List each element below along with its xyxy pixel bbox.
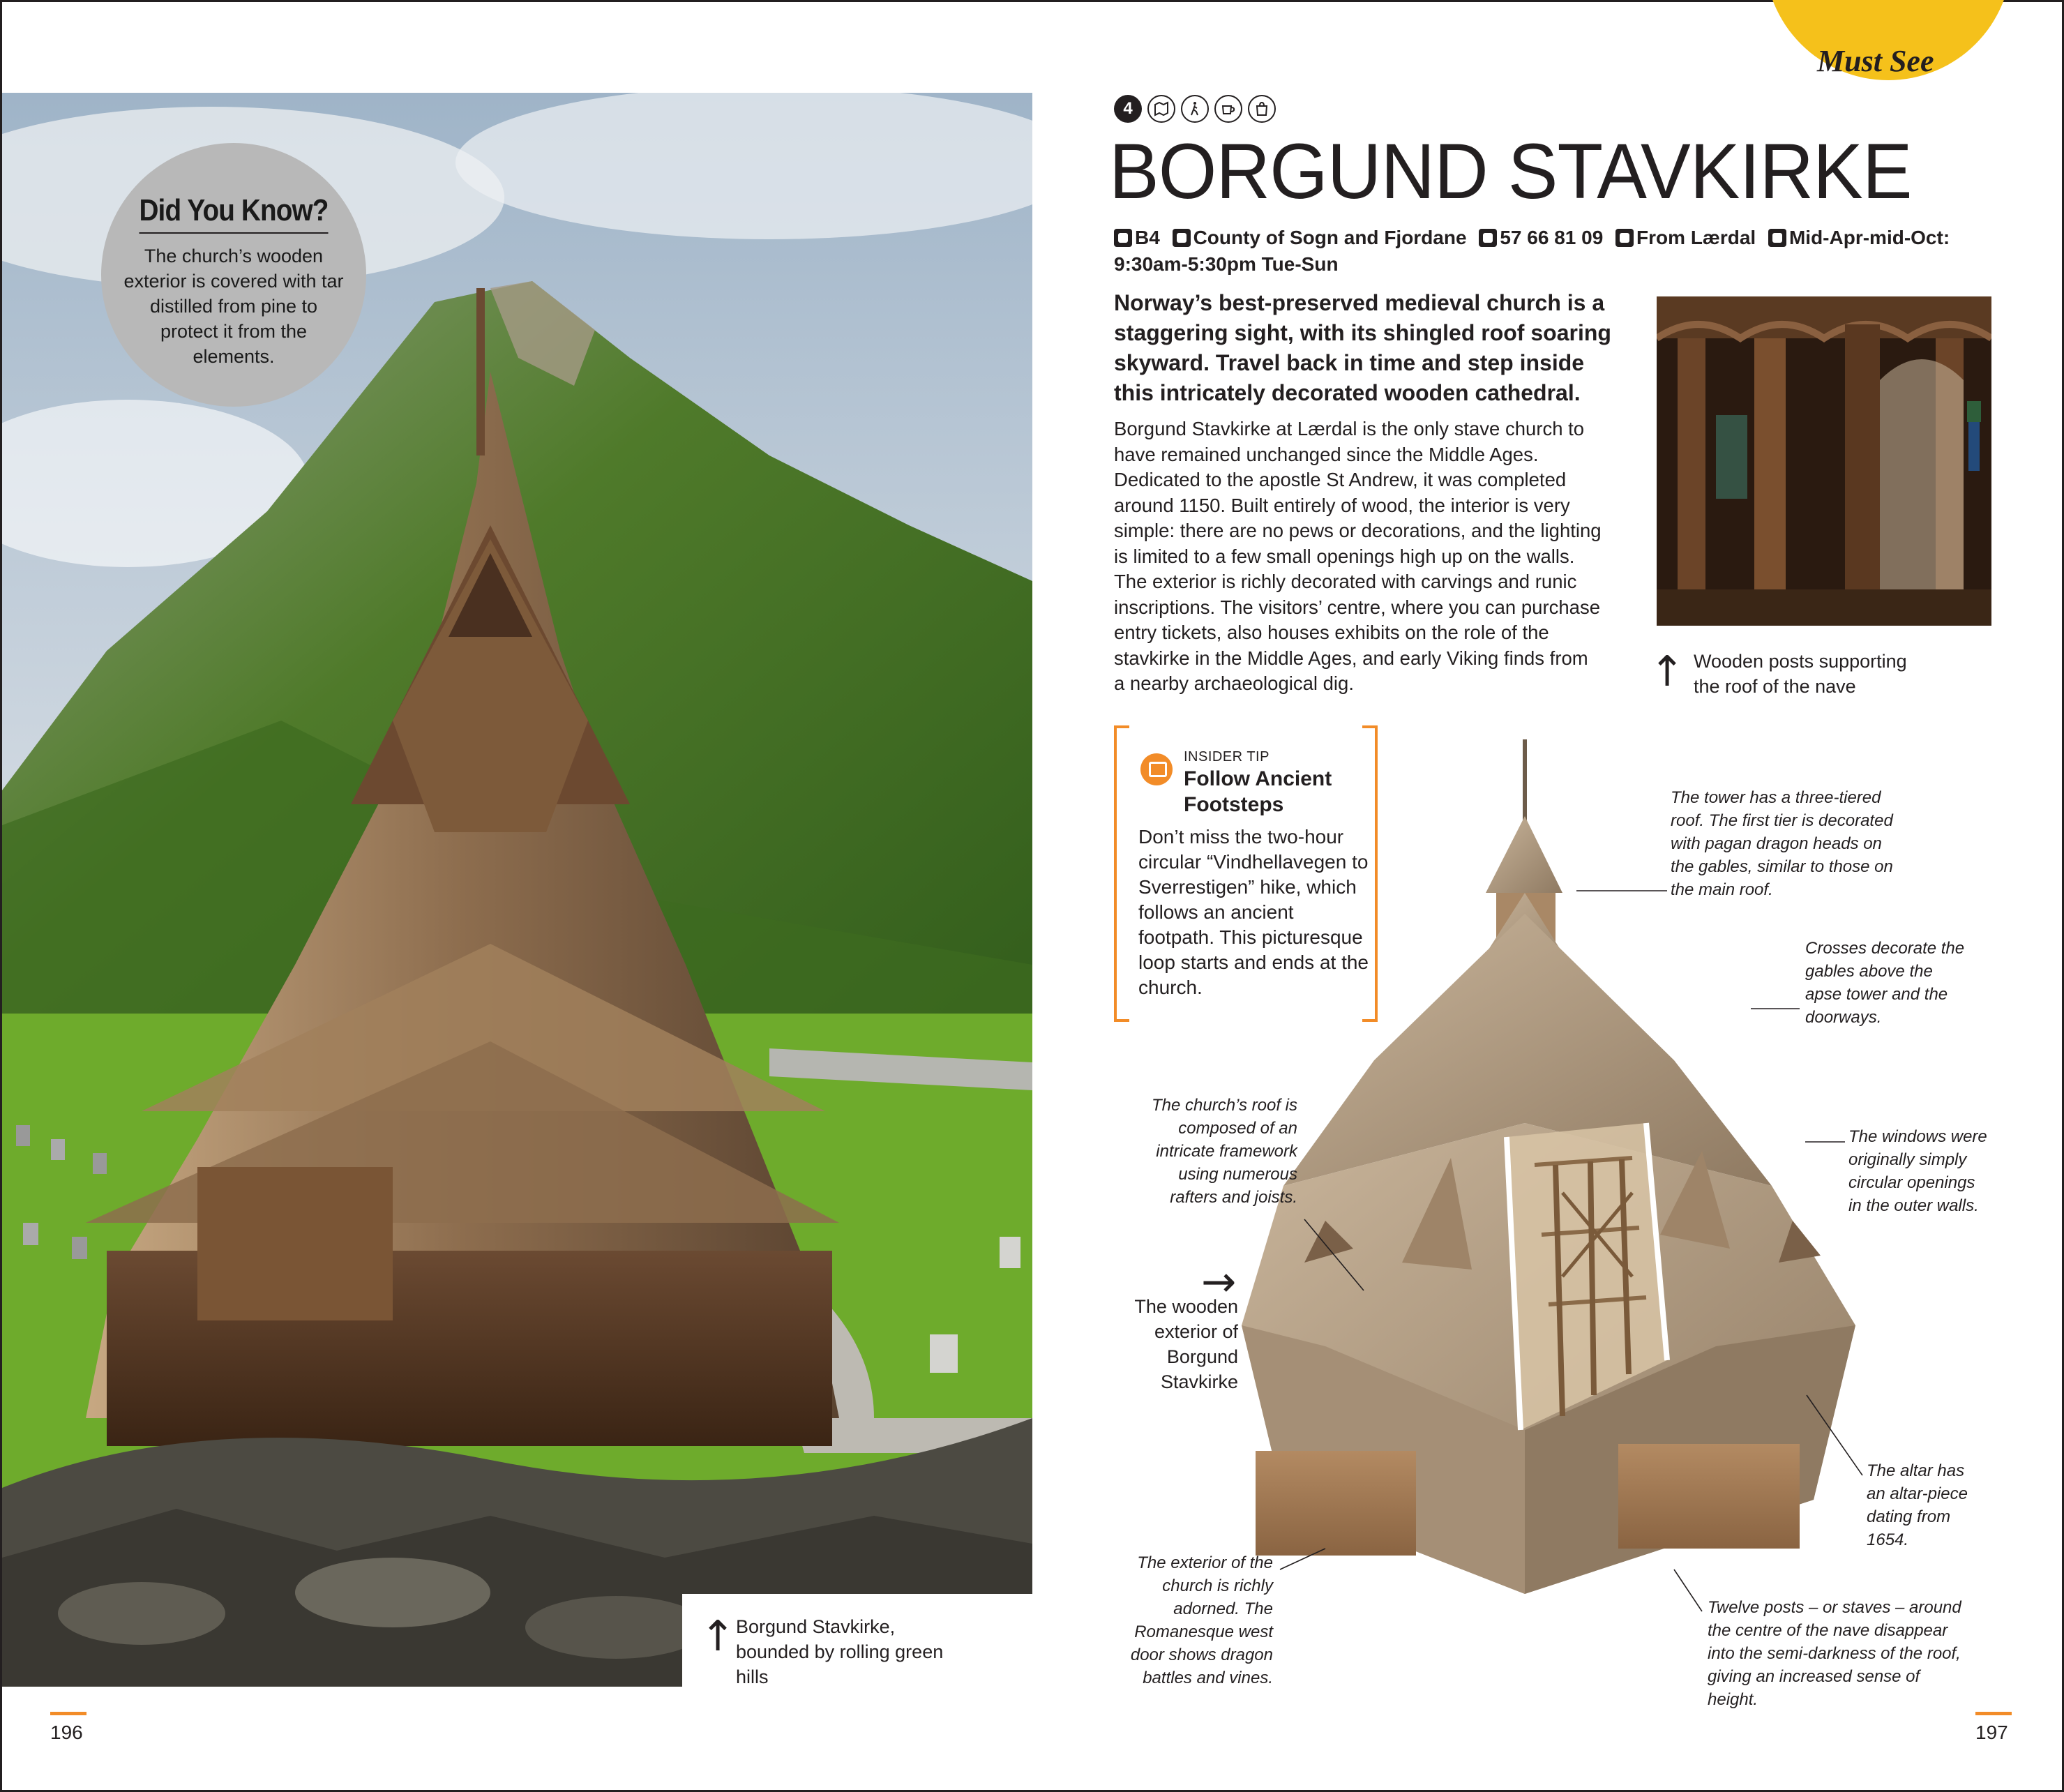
must-see-label: Must See	[1817, 44, 1934, 78]
annotation-exterior: The exterior of the church is richly adorned. The Romanesque west door shows dragon battles and vines.	[1130, 1553, 1273, 1687]
map-icon	[1147, 95, 1175, 123]
annotation-windows: The windows were originally simply circular openings in the outer walls.	[1848, 1127, 1987, 1215]
page-title: BORGUND STAVKIRKE	[1109, 128, 1912, 215]
annotation-posts: Twelve posts – or staves – around the centre of the nave disappear into the semi-darkness of the roof, giving an increased sense of height.	[1708, 1598, 1961, 1709]
insider-tip-title: Follow Ancient Footsteps	[1184, 767, 1332, 816]
illustration-caption: The wooden exterior of Borgund Stavkirke	[1134, 1296, 1238, 1392]
speech-bubble-icon	[1140, 753, 1173, 785]
address-icon	[1173, 229, 1191, 247]
clock-icon	[1768, 229, 1786, 247]
hiking-icon	[1181, 95, 1209, 123]
did-you-know-badge	[101, 143, 366, 407]
annotation-roof: The church’s roof is composed of an intricate framework using numerous rafters and joists.	[1152, 1096, 1297, 1207]
illustration-caption-arrow-right-icon: →	[1201, 1258, 1237, 1307]
insider-tip-label: INSIDER TIP	[1184, 749, 1270, 765]
caption-arrow-up-icon: ↑	[700, 1612, 736, 1661]
tip-bracket-left	[1114, 725, 1129, 1022]
interior-caption-arrow-up-icon: ↑	[1650, 647, 1685, 696]
intro-paragraph: Norway’s best-preserved medieval church is a staggering sight, with its shingled roof soaring skyward. Travel back in time and step inside this intricately decorated wooden cathedral.	[1114, 290, 1611, 405]
info-hours: Mid-Apr-mid-Oct: 9:30am-5:30pm Tue-Sun	[1114, 227, 1950, 275]
annotation-tower: The tower has a three-tiered roof. The first tier is decorated with pagan dragon heads on the gables, similar to those on the main roof.	[1671, 788, 1893, 899]
annotation-altar: The altar has an altar-piece dating from 1654.	[1867, 1461, 1968, 1549]
interior-caption: Wooden posts supporting the roof of the nave	[1694, 651, 1907, 697]
info-transport: From Lærdal	[1636, 227, 1756, 248]
map-grid-icon	[1114, 229, 1132, 247]
phone-icon	[1479, 229, 1497, 247]
did-you-know-text: The church’s wooden exterior is covered with tar distilled from pine to protect it from the elements.	[123, 246, 344, 367]
info-grid: B4	[1135, 227, 1160, 248]
shop-icon	[1248, 95, 1276, 123]
annotation-crosses: Crosses decorate the gables above the apse tower and the doorways.	[1805, 939, 1965, 1027]
cafe-icon	[1214, 95, 1242, 123]
entry-number-badge: 4	[1114, 95, 1142, 123]
feature-icon-row	[1114, 95, 1276, 123]
page-number-left: 196	[50, 1722, 83, 1743]
page-number-bar-right	[1975, 1712, 2012, 1715]
info-line	[1114, 225, 1993, 278]
photo-caption: Borgund Stavkirke, bounded by rolling green hills	[736, 1616, 944, 1687]
interior-nave-photo	[1657, 296, 1991, 626]
insider-tip-text: Don’t miss the two-hour circular “Vindhellavegen to Sverrestigen” hike, which follows an ancient footpath. This picturesque loop starts and ends at the church.	[1138, 826, 1369, 998]
info-phone: 57 66 81 09	[1500, 227, 1604, 248]
page-number-right: 197	[1975, 1722, 2008, 1743]
page-number-bar-left	[50, 1712, 86, 1715]
info-address: County of Sogn and Fjordane	[1193, 227, 1467, 248]
did-you-know-title: Did You Know?	[139, 193, 328, 234]
body-paragraph: Borgund Stavkirke at Lærdal is the only stave church to have remained unchanged since the Middle Ages. Dedicated to the apostle St Andrew, it was completed around 1150. Built entirely of wood, the interior is very simple: there are no pews or decorations, and the lighting is limited to a few small openings high up on the walls. The exterior is richly decorated with carvings and runic inscriptions. The visitors’ centre, where you can purchase entry tickets, also houses exhibits on the role of the stavkirke in the Middle Ages, and early Viking finds from a nearby archaeological dig.	[1114, 418, 1602, 694]
bus-icon	[1615, 229, 1634, 247]
